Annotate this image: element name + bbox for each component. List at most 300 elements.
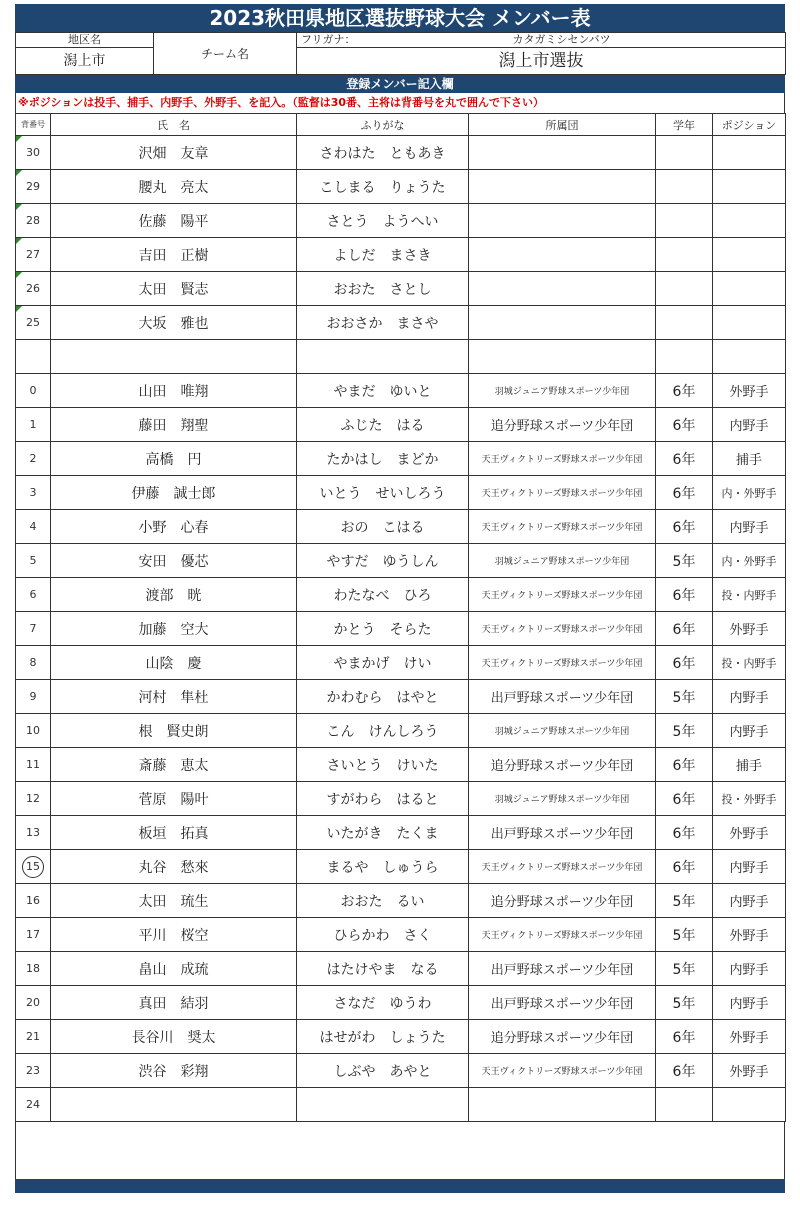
grade-cell-text: 5年 (672, 927, 696, 944)
district-value: 潟上市 (16, 48, 154, 75)
position-cell-text: 内野手 (729, 725, 769, 740)
table-row (16, 952, 786, 986)
kana-cell (297, 612, 469, 646)
name-cell-text: 高橋 円 (145, 451, 202, 468)
table-row (16, 918, 786, 952)
kana-cell-text: やまだ ゆいと (333, 383, 432, 400)
grade-cell (656, 952, 713, 986)
team-cell-text: 追分野球スポーツ少年団 (490, 759, 634, 774)
kana-cell (297, 884, 469, 918)
position-cell (713, 986, 786, 1020)
table-row (16, 408, 786, 442)
position-cell (713, 748, 786, 782)
team-cell (469, 408, 656, 442)
col-name: 氏 名 (51, 114, 297, 136)
name-cell-text: 渡部 晄 (145, 587, 202, 604)
team-cell-text: 羽城ジュニア野球スポーツ少年団 (494, 557, 630, 567)
grade-cell (656, 714, 713, 748)
position-cell (713, 1020, 786, 1054)
grade-cell (656, 918, 713, 952)
position-cell-text: 投・外野手 (721, 792, 777, 806)
grade-cell (656, 204, 713, 238)
name-cell-text: 河村 隼杜 (138, 689, 209, 706)
team-cell (469, 578, 656, 612)
team-cell-text: 天王ヴィクトリーズ野球スポーツ少年団 (481, 1067, 643, 1077)
number-cell-text: 26 (26, 282, 40, 295)
grade-cell (656, 306, 713, 340)
name-cell-text: 沢畑 友章 (138, 145, 209, 162)
name-cell (51, 782, 297, 816)
grade-cell (656, 816, 713, 850)
number-cell (16, 544, 51, 578)
name-cell (51, 374, 297, 408)
team-cell-text: 追分野球スポーツ少年団 (490, 1031, 634, 1046)
name-cell (51, 204, 297, 238)
number-cell-text: 17 (26, 928, 40, 941)
name-cell (51, 986, 297, 1020)
grade-cell (656, 1054, 713, 1088)
grade-cell (656, 374, 713, 408)
kana-cell-text: わたなべ ひろ (333, 587, 432, 604)
table-row (16, 680, 786, 714)
name-cell-text: 安田 優芯 (138, 553, 209, 570)
table-row (16, 1088, 786, 1122)
table-row (16, 850, 786, 884)
table-row (16, 340, 786, 374)
team-cell (469, 170, 656, 204)
name-cell (51, 136, 297, 170)
name-cell-text: 太田 琉生 (138, 893, 209, 910)
grade-cell-text: 5年 (672, 723, 696, 740)
kana-cell-text: かわむら はやと (326, 689, 439, 706)
grade-cell (656, 544, 713, 578)
number-cell (16, 782, 51, 816)
grade-cell-text: 6年 (672, 451, 696, 468)
col-grade: 学年 (656, 114, 713, 136)
grade-cell (656, 680, 713, 714)
name-cell (51, 476, 297, 510)
position-cell (713, 136, 786, 170)
bottom-bar (15, 1179, 785, 1193)
position-cell (713, 884, 786, 918)
grade-cell-text: 6年 (672, 1063, 696, 1080)
grade-cell (656, 1088, 713, 1122)
kana-cell (297, 306, 469, 340)
grade-cell-text: 5年 (672, 553, 696, 570)
number-cell-text: 5 (29, 554, 37, 567)
name-cell (51, 612, 297, 646)
team-cell (469, 714, 656, 748)
position-cell-text: 内野手 (729, 861, 769, 876)
kana-cell (297, 510, 469, 544)
name-cell-text: 斎藤 恵太 (138, 757, 209, 774)
number-cell-text: 8 (29, 656, 37, 669)
kana-cell-text: しぶや あやと (333, 1063, 432, 1080)
position-cell (713, 544, 786, 578)
section-title: 登録メンバー記入欄 (15, 75, 785, 93)
position-cell-text: 外野手 (729, 385, 769, 400)
position-cell-text: 捕手 (735, 759, 762, 774)
team-cell-text: 追分野球スポーツ少年団 (490, 419, 634, 434)
grade-cell (656, 238, 713, 272)
name-cell (51, 714, 297, 748)
number-cell (16, 1020, 51, 1054)
position-cell-text: 外野手 (729, 929, 769, 944)
table-row (16, 374, 786, 408)
name-cell (51, 646, 297, 680)
name-cell (51, 918, 297, 952)
kana-cell-text: はたけやま なる (326, 961, 439, 978)
kana-cell-text: いとう せいしろう (319, 485, 446, 502)
position-cell-text: 内野手 (729, 419, 769, 434)
team-cell (469, 136, 656, 170)
grade-cell-text: 5年 (672, 961, 696, 978)
number-cell (16, 1054, 51, 1088)
number-cell (16, 238, 51, 272)
kana-cell-text: こん けんしろう (326, 723, 439, 740)
position-cell (713, 442, 786, 476)
kana-cell (297, 680, 469, 714)
district-label: 地区名 (16, 33, 154, 48)
name-cell-text: 吉田 正樹 (138, 247, 209, 264)
number-cell (16, 986, 51, 1020)
number-cell-text: 10 (26, 724, 40, 737)
team-cell (469, 510, 656, 544)
team-cell (469, 544, 656, 578)
name-cell-text: 丸谷 愁來 (138, 859, 209, 876)
grade-cell (656, 782, 713, 816)
table-row (16, 884, 786, 918)
kana-cell-text: ひらかわ さく (333, 927, 432, 944)
number-cell-text: 21 (26, 1030, 40, 1043)
name-cell (51, 816, 297, 850)
member-table (15, 113, 786, 1122)
kana-cell-text: さわはた ともあき (319, 145, 446, 162)
grade-cell (656, 272, 713, 306)
table-row (16, 136, 786, 170)
name-cell (51, 1020, 297, 1054)
name-cell-text: 伊藤 誠士郎 (131, 485, 216, 502)
team-cell-text: 羽城ジュニア野球スポーツ少年団 (494, 387, 630, 397)
grade-cell (656, 612, 713, 646)
number-cell (16, 204, 51, 238)
cell-marker-icon (16, 306, 22, 312)
grade-cell (656, 748, 713, 782)
kana-cell (297, 578, 469, 612)
table-row (16, 816, 786, 850)
table-row (16, 204, 786, 238)
grade-cell-text: 6年 (672, 655, 696, 672)
position-cell (713, 646, 786, 680)
name-cell-text: 根 賢史朗 (138, 723, 209, 740)
number-cell-text: 24 (26, 1098, 40, 1111)
team-cell (469, 680, 656, 714)
table-row (16, 646, 786, 680)
kana-cell (297, 340, 469, 374)
kana-cell (297, 1054, 469, 1088)
name-cell (51, 952, 297, 986)
name-cell-text: 加藤 空大 (138, 621, 209, 638)
kana-cell-text: やすだ ゆうしん (326, 553, 439, 570)
kana-cell-text: さいとう けいた (326, 757, 439, 774)
instruction-note: ※ポジションは投手、捕手、内野手、外野手、を記入。（監督は30番、主将は背番号を丸で囲んで下さい） (15, 93, 785, 113)
col-number: 背番号 (16, 114, 51, 136)
number-cell-text: 16 (26, 894, 40, 907)
team-cell-text: 天王ヴィクトリーズ野球スポーツ少年団 (481, 863, 643, 873)
kana-cell (297, 476, 469, 510)
name-cell (51, 272, 297, 306)
kana-cell-text: いたがき たくま (326, 825, 439, 842)
kana-cell (297, 782, 469, 816)
position-cell (713, 578, 786, 612)
number-cell (16, 510, 51, 544)
position-cell-text: 内・外野手 (721, 486, 777, 500)
position-cell (713, 340, 786, 374)
grade-cell (656, 986, 713, 1020)
team-header-table (15, 32, 786, 75)
kana-cell (297, 952, 469, 986)
number-cell-text: 25 (26, 316, 40, 329)
furigana-label: フリガナ： (301, 33, 356, 46)
col-kana: ふりがな (297, 114, 469, 136)
grade-cell (656, 442, 713, 476)
kana-cell-text: さなだ ゆうわ (333, 995, 432, 1012)
kana-cell-text: おおた るい (340, 893, 425, 910)
grade-cell (656, 136, 713, 170)
grade-cell-text: 6年 (672, 825, 696, 842)
team-cell (469, 884, 656, 918)
team-label: チーム名 (154, 33, 297, 75)
position-cell (713, 612, 786, 646)
name-cell-text: 大坂 雅也 (138, 315, 209, 332)
number-cell (16, 612, 51, 646)
number-cell (16, 170, 51, 204)
name-cell (51, 408, 297, 442)
name-cell (51, 170, 297, 204)
kana-cell (297, 442, 469, 476)
kana-cell-text: はせがわ しょうた (319, 1029, 446, 1046)
cell-marker-icon (16, 238, 22, 244)
position-cell (713, 374, 786, 408)
table-row (16, 578, 786, 612)
table-row (16, 782, 786, 816)
name-cell (51, 1054, 297, 1088)
number-cell-text: 11 (26, 758, 40, 771)
team-cell-text: 出戸野球スポーツ少年団 (490, 691, 634, 706)
grade-cell-text: 6年 (672, 859, 696, 876)
team-cell (469, 476, 656, 510)
number-cell-text: 2 (29, 452, 37, 465)
table-row (16, 476, 786, 510)
number-cell-text: 29 (26, 180, 40, 193)
number-cell (16, 680, 51, 714)
team-cell-text: 天王ヴィクトリーズ野球スポーツ少年団 (481, 659, 643, 669)
team-cell-text: 天王ヴィクトリーズ野球スポーツ少年団 (481, 489, 643, 499)
number-cell (16, 442, 51, 476)
position-cell-text: 内野手 (729, 963, 769, 978)
kana-cell (297, 986, 469, 1020)
name-cell (51, 442, 297, 476)
name-cell (51, 884, 297, 918)
table-row (16, 510, 786, 544)
number-cell-text: 12 (26, 792, 40, 805)
name-cell (51, 544, 297, 578)
kana-cell (297, 204, 469, 238)
team-cell (469, 986, 656, 1020)
kana-cell (297, 374, 469, 408)
kana-cell (297, 170, 469, 204)
team-cell-text: 天王ヴィクトリーズ野球スポーツ少年団 (481, 625, 643, 635)
number-cell-text: 6 (29, 588, 37, 601)
position-cell (713, 204, 786, 238)
position-cell (713, 680, 786, 714)
team-cell-text: 羽城ジュニア野球スポーツ少年団 (494, 795, 630, 805)
kana-cell (297, 272, 469, 306)
table-row (16, 1020, 786, 1054)
kana-cell (297, 544, 469, 578)
position-cell (713, 952, 786, 986)
cell-marker-icon (16, 272, 22, 278)
grade-cell-text: 6年 (672, 621, 696, 638)
grade-cell-text: 6年 (672, 757, 696, 774)
position-cell-text: 内野手 (729, 521, 769, 536)
name-cell-text: 真田 結羽 (138, 995, 209, 1012)
grade-cell-text: 5年 (672, 689, 696, 706)
position-cell (713, 1088, 786, 1122)
kana-cell (297, 748, 469, 782)
kana-cell-text: まるや しゅうら (326, 859, 439, 876)
table-row (16, 238, 786, 272)
team-cell (469, 646, 656, 680)
team-cell (469, 782, 656, 816)
team-cell-text: 追分野球スポーツ少年団 (490, 895, 634, 910)
kana-cell-text: すがわら はると (326, 791, 439, 808)
number-cell (16, 714, 51, 748)
team-cell (469, 918, 656, 952)
kana-cell-text: さとう ようへい (326, 213, 439, 230)
name-cell (51, 578, 297, 612)
grade-cell (656, 578, 713, 612)
kana-cell (297, 918, 469, 952)
position-cell (713, 272, 786, 306)
number-cell-text: 7 (29, 622, 37, 635)
team-cell (469, 204, 656, 238)
kana-cell (297, 816, 469, 850)
grade-cell-text: 5年 (672, 893, 696, 910)
name-cell (51, 850, 297, 884)
kana-cell (297, 136, 469, 170)
team-cell (469, 952, 656, 986)
number-cell (16, 646, 51, 680)
grade-cell-text: 6年 (672, 587, 696, 604)
team-cell-text: 出戸野球スポーツ少年団 (490, 997, 634, 1012)
name-cell-text: 菅原 陽叶 (138, 791, 209, 808)
sheet-title: 2023秋田県地区選抜野球大会 メンバー表 (15, 4, 785, 32)
grade-cell (656, 170, 713, 204)
kana-cell (297, 646, 469, 680)
position-cell-text: 外野手 (729, 623, 769, 638)
kana-cell-text: おおさか まさや (326, 315, 439, 332)
number-cell-text: 3 (29, 486, 37, 499)
name-cell-text: 畠山 成琉 (138, 961, 209, 978)
furigana-value: カタガミシセンバツ (512, 33, 611, 46)
cell-marker-icon (16, 170, 22, 176)
table-row (16, 544, 786, 578)
team-cell (469, 306, 656, 340)
number-cell (16, 918, 51, 952)
position-cell (713, 408, 786, 442)
grade-cell-text: 6年 (672, 383, 696, 400)
position-cell-text: 内野手 (729, 895, 769, 910)
team-cell-text: 天王ヴィクトリーズ野球スポーツ少年団 (481, 523, 643, 533)
position-cell (713, 476, 786, 510)
team-cell (469, 1088, 656, 1122)
team-cell (469, 340, 656, 374)
number-cell (16, 272, 51, 306)
name-cell-text: 板垣 拓真 (138, 825, 209, 842)
number-cell (16, 748, 51, 782)
team-cell (469, 850, 656, 884)
number-cell-text: 13 (26, 826, 40, 839)
position-cell (713, 510, 786, 544)
kana-cell (297, 1020, 469, 1054)
name-cell (51, 1088, 297, 1122)
name-cell-text: 佐藤 陽平 (138, 213, 209, 230)
position-cell (713, 1054, 786, 1088)
table-row (16, 612, 786, 646)
number-cell (16, 850, 51, 884)
team-cell-text: 出戸野球スポーツ少年団 (490, 963, 634, 978)
name-cell-text: 平川 桜空 (138, 927, 209, 944)
column-header-row (16, 114, 786, 136)
kana-cell (297, 714, 469, 748)
cell-marker-icon (16, 136, 22, 142)
grade-cell-text: 6年 (672, 519, 696, 536)
team-cell (469, 1020, 656, 1054)
position-cell (713, 782, 786, 816)
grade-cell (656, 1020, 713, 1054)
footer-blank-area (15, 1122, 785, 1179)
position-cell (713, 238, 786, 272)
team-cell (469, 238, 656, 272)
name-cell-text: 太田 賢志 (138, 281, 209, 298)
position-cell (713, 918, 786, 952)
team-cell (469, 748, 656, 782)
number-cell-text: 1 (29, 418, 37, 431)
name-cell-text: 藤田 翔聖 (138, 417, 209, 434)
team-cell-text: 天王ヴィクトリーズ野球スポーツ少年団 (481, 591, 643, 601)
table-row (16, 272, 786, 306)
team-cell (469, 816, 656, 850)
team-cell (469, 612, 656, 646)
col-team: 所属団 (469, 114, 656, 136)
position-cell-text: 内野手 (729, 997, 769, 1012)
number-cell-text: 30 (26, 146, 40, 159)
table-row (16, 1054, 786, 1088)
number-cell (16, 408, 51, 442)
name-cell-text: 山陰 慶 (145, 655, 202, 672)
number-cell (16, 578, 51, 612)
kana-cell-text: おおた さとし (333, 281, 432, 298)
position-cell (713, 714, 786, 748)
furigana-cell (297, 33, 786, 48)
kana-cell-text: よしだ まさき (333, 247, 432, 264)
kana-cell-text: ふじた はる (340, 417, 425, 434)
number-cell-text: 9 (29, 690, 37, 703)
name-cell (51, 340, 297, 374)
kana-cell-text: たかはし まどか (326, 451, 439, 468)
name-cell (51, 306, 297, 340)
